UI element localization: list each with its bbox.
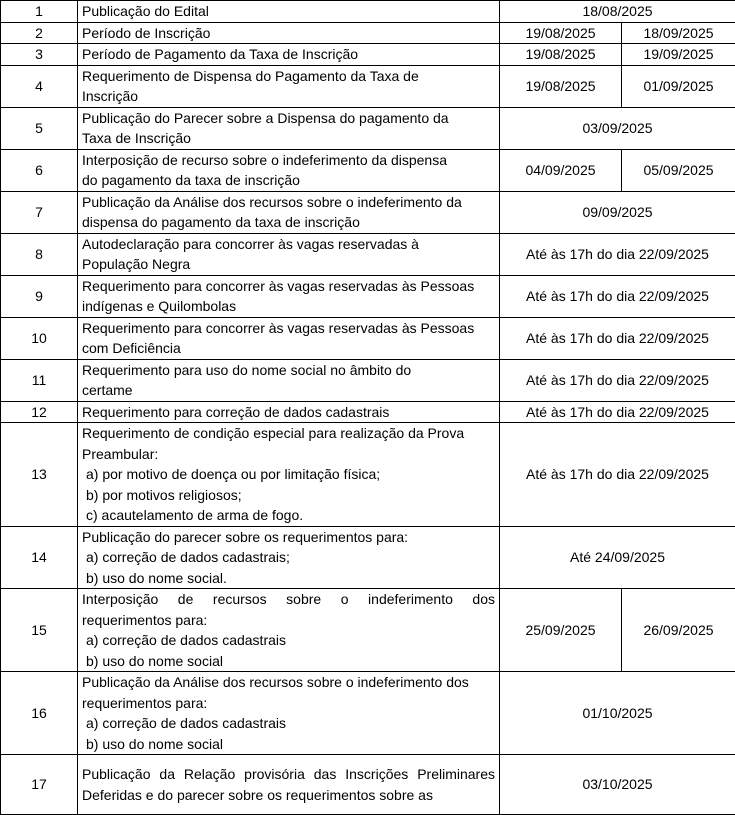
table-row <box>1 317 735 359</box>
description-line: requerimentos para: <box>82 693 495 714</box>
description-line: Requerimento para concorrer às vagas reservadas às Pessoas <box>82 276 495 297</box>
table-row <box>1 275 735 317</box>
description-line: a) por motivo de doença ou por limitação física; <box>82 464 495 485</box>
row-description <box>78 401 500 423</box>
row-start-date: 19/08/2025 <box>500 65 622 107</box>
table-row <box>1 65 735 107</box>
row-date: 01/10/2025 <box>500 672 735 755</box>
row-description <box>78 526 500 589</box>
row-date: 03/09/2025 <box>500 107 735 149</box>
description-line: requerimentos para: <box>82 610 495 631</box>
description-line: População Negra <box>82 254 495 275</box>
description-line: Publicação da Análise dos recursos sobre o indeferimento dos <box>82 672 495 693</box>
description-line: Interposição de recurso sobre o indeferimento da dispensa <box>82 150 495 171</box>
description-line: b) por motivos religiosos; <box>82 485 495 506</box>
table-row <box>1 22 735 44</box>
description-line: Publicação da Relação provisória das Inscrições Preliminares <box>82 764 495 785</box>
description-line: Autodeclaração para concorrer às vagas reservadas à <box>82 234 495 255</box>
row-description <box>78 1 500 23</box>
row-description <box>78 589 500 672</box>
description-line: c) acautelamento de arma de fogo. <box>82 505 495 526</box>
row-end-date: 19/09/2025 <box>622 44 735 66</box>
description-line: certame <box>82 380 495 401</box>
table-row <box>1 359 735 401</box>
description-line: a) correção de dados cadastrais; <box>82 547 495 568</box>
row-date: 03/10/2025 <box>500 755 735 815</box>
row-description <box>78 107 500 149</box>
row-number: 6 <box>1 149 78 191</box>
description-line: Deferidas e do parecer sobre os requerimentos sobre as <box>82 785 495 806</box>
table-row <box>1 672 735 755</box>
row-end-date: 05/09/2025 <box>622 149 735 191</box>
description-line: Requerimento para concorrer às vagas reservadas às Pessoas <box>82 318 495 339</box>
description-line: com Deficiência <box>82 338 495 359</box>
description-line: Preambular: <box>82 444 495 465</box>
row-date: Até às 17h do dia 22/09/2025 <box>500 359 735 401</box>
table-row <box>1 149 735 191</box>
table-row <box>1 526 735 589</box>
row-number: 7 <box>1 191 78 233</box>
row-number: 1 <box>1 1 78 23</box>
table-row <box>1 107 735 149</box>
row-description <box>78 233 500 275</box>
row-number: 13 <box>1 423 78 527</box>
row-date: Até 24/09/2025 <box>500 526 735 589</box>
table-row <box>1 755 735 815</box>
row-number: 16 <box>1 672 78 755</box>
table-row <box>1 233 735 275</box>
row-date: 18/08/2025 <box>500 1 735 23</box>
row-number: 15 <box>1 589 78 672</box>
description-line: Inscrição <box>82 86 495 107</box>
row-number: 14 <box>1 526 78 589</box>
description-line: dispensa do pagamento da taxa de inscrição <box>82 212 495 233</box>
row-start-date: 25/09/2025 <box>500 589 622 672</box>
row-end-date: 01/09/2025 <box>622 65 735 107</box>
row-number: 10 <box>1 317 78 359</box>
description-line: b) uso do nome social <box>82 651 495 672</box>
description-line: Publicação do Parecer sobre a Dispensa do pagamento da <box>82 108 495 129</box>
row-number: 11 <box>1 359 78 401</box>
row-number: 4 <box>1 65 78 107</box>
description-line: Publicação do parecer sobre os requerimentos para: <box>82 527 495 548</box>
row-date: 09/09/2025 <box>500 191 735 233</box>
row-description <box>78 317 500 359</box>
description-line: b) uso do nome social <box>82 734 495 755</box>
description-line: Publicação da Análise dos recursos sobre o indeferimento da <box>82 192 495 213</box>
row-date: Até às 17h do dia 22/09/2025 <box>500 317 735 359</box>
table-row <box>1 401 735 423</box>
table-row <box>1 423 735 527</box>
table-row <box>1 1 735 23</box>
row-description <box>78 22 500 44</box>
row-start-date: 19/08/2025 <box>500 22 622 44</box>
description-line: Requerimento para correção de dados cadastrais <box>82 402 495 423</box>
row-number: 3 <box>1 44 78 66</box>
row-end-date: 26/09/2025 <box>622 589 735 672</box>
row-start-date: 04/09/2025 <box>500 149 622 191</box>
row-start-date: 19/08/2025 <box>500 44 622 66</box>
row-number: 12 <box>1 401 78 423</box>
row-date: Até às 17h do dia 22/09/2025 <box>500 275 735 317</box>
description-line: Requerimento de condição especial para realização da Prova <box>82 423 495 444</box>
row-description <box>78 755 500 815</box>
row-date: Até às 17h do dia 22/09/2025 <box>500 401 735 423</box>
row-date: Até às 17h do dia 22/09/2025 <box>500 233 735 275</box>
row-description <box>78 149 500 191</box>
row-number: 5 <box>1 107 78 149</box>
row-number: 8 <box>1 233 78 275</box>
description-line: a) correção de dados cadastrais <box>82 713 495 734</box>
description-line: indígenas e Quilombolas <box>82 296 495 317</box>
row-description <box>78 672 500 755</box>
table-row <box>1 589 735 672</box>
table-row <box>1 191 735 233</box>
description-line: Período de Inscrição <box>82 23 495 44</box>
description-line: b) uso do nome social. <box>82 568 495 589</box>
row-end-date: 18/09/2025 <box>622 22 735 44</box>
row-number: 17 <box>1 755 78 815</box>
description-line: Taxa de Inscrição <box>82 128 495 149</box>
row-description <box>78 359 500 401</box>
row-number: 9 <box>1 275 78 317</box>
description-line: do pagamento da taxa de inscrição <box>82 170 495 191</box>
row-number: 2 <box>1 22 78 44</box>
row-description <box>78 275 500 317</box>
description-line: a) correção de dados cadastrais <box>82 630 495 651</box>
description-line: Requerimento de Dispensa do Pagamento da Taxa de <box>82 66 495 87</box>
description-line: Requerimento para uso do nome social no âmbito do <box>82 360 495 381</box>
description-line: Publicação do Edital <box>82 1 495 22</box>
row-description <box>78 423 500 527</box>
row-description <box>78 191 500 233</box>
row-date: Até às 17h do dia 22/09/2025 <box>500 423 735 527</box>
table-row <box>1 44 735 66</box>
description-line: Interposição de recursos sobre o indeferimento dos <box>82 589 495 610</box>
row-description <box>78 65 500 107</box>
description-line: Período de Pagamento da Taxa de Inscrição <box>82 44 495 65</box>
row-description <box>78 44 500 66</box>
schedule-body <box>1 1 735 815</box>
